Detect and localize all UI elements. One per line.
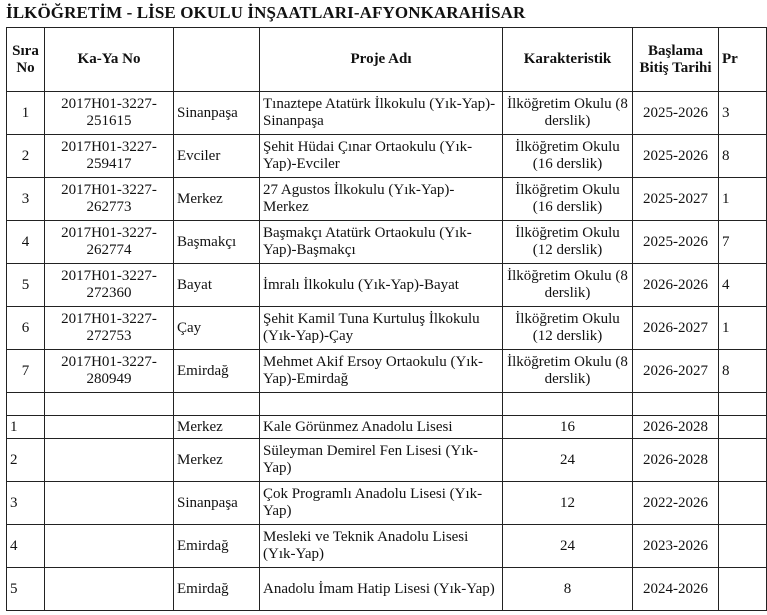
cell-sira: 1 bbox=[7, 92, 45, 135]
cell-ilce: Bayat bbox=[174, 264, 260, 307]
projects-table bbox=[6, 27, 767, 611]
empty-cell bbox=[45, 393, 174, 416]
cell-tarih: 2025-2027 bbox=[633, 178, 719, 221]
cell-extra: 8 bbox=[719, 135, 767, 178]
cell-kaya-no bbox=[45, 482, 174, 525]
empty-cell bbox=[719, 482, 767, 525]
cell-tarih: 2026-2028 bbox=[633, 439, 719, 482]
cell-sira: 6 bbox=[7, 307, 45, 350]
cell-proje-adi: 27 Agustos İlkokulu (Yık-Yap)-Merkez bbox=[260, 178, 503, 221]
cell-karakteristik: 24 bbox=[503, 525, 633, 568]
cell-ilce: Emirdağ bbox=[174, 525, 260, 568]
header-sira: Sıra No bbox=[7, 28, 45, 92]
cell-karakteristik: İlköğretim Okulu (12 derslik) bbox=[503, 307, 633, 350]
cell-extra: 4 bbox=[719, 264, 767, 307]
cell-tarih: 2026-2027 bbox=[633, 350, 719, 393]
table-row bbox=[7, 92, 767, 135]
empty-cell bbox=[633, 393, 719, 416]
cell-proje-adi: Mesleki ve Teknik Anadolu Lisesi (Yık-Yap) bbox=[260, 525, 503, 568]
cell-sira: 2 bbox=[7, 439, 45, 482]
cell-kaya-no bbox=[45, 439, 174, 482]
cell-sira: 3 bbox=[7, 178, 45, 221]
cell-karakteristik: İlköğretim Okulu (16 derslik) bbox=[503, 178, 633, 221]
cell-extra: 1 bbox=[719, 307, 767, 350]
table-row bbox=[7, 439, 767, 482]
cell-proje-adi: Şehit Hüdai Çınar Ortaokulu (Yık-Yap)-Evciler bbox=[260, 135, 503, 178]
cell-extra: 8 bbox=[719, 350, 767, 393]
table-row bbox=[7, 135, 767, 178]
cell-proje-adi: Tınaztepe Atatürk İlkokulu (Yık-Yap)-Sinanpaşa bbox=[260, 92, 503, 135]
empty-cell bbox=[719, 525, 767, 568]
header-proje-adi: Proje Adı bbox=[260, 28, 503, 92]
cell-ilce: Çay bbox=[174, 307, 260, 350]
table-row bbox=[7, 525, 767, 568]
cell-tarih: 2026-2027 bbox=[633, 307, 719, 350]
header-kaya-no: Ka-Ya No bbox=[45, 28, 174, 92]
table-row bbox=[7, 568, 767, 611]
cell-sira: 3 bbox=[7, 482, 45, 525]
empty-cell bbox=[719, 393, 767, 416]
cell-tarih: 2023-2026 bbox=[633, 525, 719, 568]
cell-kaya-no: 2017H01-3227-251615 bbox=[45, 92, 174, 135]
table-row bbox=[7, 221, 767, 264]
cell-proje-adi: Başmakçı Atatürk Ortaokulu (Yık-Yap)-Başmakçı bbox=[260, 221, 503, 264]
empty-cell bbox=[719, 568, 767, 611]
cell-karakteristik: İlköğretim Okulu (8 derslik) bbox=[503, 350, 633, 393]
header-karakteristik: Karakteristik bbox=[503, 28, 633, 92]
cell-karakteristik: 24 bbox=[503, 439, 633, 482]
cell-ilce: Evciler bbox=[174, 135, 260, 178]
cell-sira: 4 bbox=[7, 525, 45, 568]
cell-ilce: Sinanpaşa bbox=[174, 92, 260, 135]
table-row bbox=[7, 350, 767, 393]
cell-tarih: 2024-2026 bbox=[633, 568, 719, 611]
spacer-row bbox=[7, 393, 767, 416]
empty-cell bbox=[174, 393, 260, 416]
cell-ilce: Emirdağ bbox=[174, 350, 260, 393]
cell-tarih: 2025-2026 bbox=[633, 135, 719, 178]
cell-karakteristik: 8 bbox=[503, 568, 633, 611]
cell-ilce: Sinanpaşa bbox=[174, 482, 260, 525]
cell-proje-adi: İmralı İlkokulu (Yık-Yap)-Bayat bbox=[260, 264, 503, 307]
table-row bbox=[7, 178, 767, 221]
cell-extra: 1 bbox=[719, 178, 767, 221]
cell-ilce: Merkez bbox=[174, 178, 260, 221]
cell-karakteristik: İlköğretim Okulu (8 derslik) bbox=[503, 264, 633, 307]
cell-proje-adi: Çok Programlı Anadolu Lisesi (Yık-Yap) bbox=[260, 482, 503, 525]
table-row bbox=[7, 264, 767, 307]
cell-karakteristik: İlköğretim Okulu (12 derslik) bbox=[503, 221, 633, 264]
cell-ilce: Merkez bbox=[174, 416, 260, 439]
cell-proje-adi: Kale Görünmez Anadolu Lisesi bbox=[260, 416, 503, 439]
cell-kaya-no: 2017H01-3227-262774 bbox=[45, 221, 174, 264]
cell-sira: 7 bbox=[7, 350, 45, 393]
header-tarih: Başlama Bitiş Tarihi bbox=[633, 28, 719, 92]
cell-kaya-no: 2017H01-3227-262773 bbox=[45, 178, 174, 221]
empty-cell bbox=[719, 439, 767, 482]
cell-sira: 2 bbox=[7, 135, 45, 178]
empty-cell bbox=[503, 393, 633, 416]
cell-proje-adi: Süleyman Demirel Fen Lisesi (Yık-Yap) bbox=[260, 439, 503, 482]
cell-karakteristik: İlköğretim Okulu (8 derslik) bbox=[503, 92, 633, 135]
cell-kaya-no bbox=[45, 568, 174, 611]
cell-tarih: 2022-2026 bbox=[633, 482, 719, 525]
header-extra: Pr bbox=[719, 28, 767, 92]
table-row bbox=[7, 482, 767, 525]
cell-ilce: Emirdağ bbox=[174, 568, 260, 611]
cell-sira: 4 bbox=[7, 221, 45, 264]
cell-tarih: 2026-2028 bbox=[633, 416, 719, 439]
cell-ilce: Başmakçı bbox=[174, 221, 260, 264]
cell-kaya-no bbox=[45, 416, 174, 439]
cell-sira: 5 bbox=[7, 264, 45, 307]
cell-kaya-no: 2017H01-3227-272360 bbox=[45, 264, 174, 307]
cell-tarih: 2026-2026 bbox=[633, 264, 719, 307]
cell-extra: 7 bbox=[719, 221, 767, 264]
cell-proje-adi: Anadolu İmam Hatip Lisesi (Yık-Yap) bbox=[260, 568, 503, 611]
table-row bbox=[7, 416, 767, 439]
cell-kaya-no: 2017H01-3227-259417 bbox=[45, 135, 174, 178]
cell-karakteristik: 16 bbox=[503, 416, 633, 439]
cell-sira: 1 bbox=[7, 416, 45, 439]
empty-cell bbox=[260, 393, 503, 416]
cell-tarih: 2025-2026 bbox=[633, 92, 719, 135]
cell-kaya-no: 2017H01-3227-280949 bbox=[45, 350, 174, 393]
cell-kaya-no: 2017H01-3227-272753 bbox=[45, 307, 174, 350]
cell-tarih: 2025-2026 bbox=[633, 221, 719, 264]
cell-kaya-no bbox=[45, 525, 174, 568]
table-header-row bbox=[7, 28, 767, 92]
cell-ilce: Merkez bbox=[174, 439, 260, 482]
header-ilce bbox=[174, 28, 260, 92]
cell-proje-adi: Şehit Kamil Tuna Kurtuluş İlkokulu (Yık-Yap)-Çay bbox=[260, 307, 503, 350]
cell-proje-adi: Mehmet Akif Ersoy Ortaokulu (Yık-Yap)-Emirdağ bbox=[260, 350, 503, 393]
table-row bbox=[7, 307, 767, 350]
empty-cell bbox=[719, 416, 767, 439]
cell-sira: 5 bbox=[7, 568, 45, 611]
page-title: İLKÖĞRETİM - LİSE OKULU İNŞAATLARI-AFYONKARAHİSAR bbox=[6, 3, 526, 22]
cell-karakteristik: 12 bbox=[503, 482, 633, 525]
cell-extra: 3 bbox=[719, 92, 767, 135]
empty-cell bbox=[7, 393, 45, 416]
cell-karakteristik: İlköğretim Okulu (16 derslik) bbox=[503, 135, 633, 178]
